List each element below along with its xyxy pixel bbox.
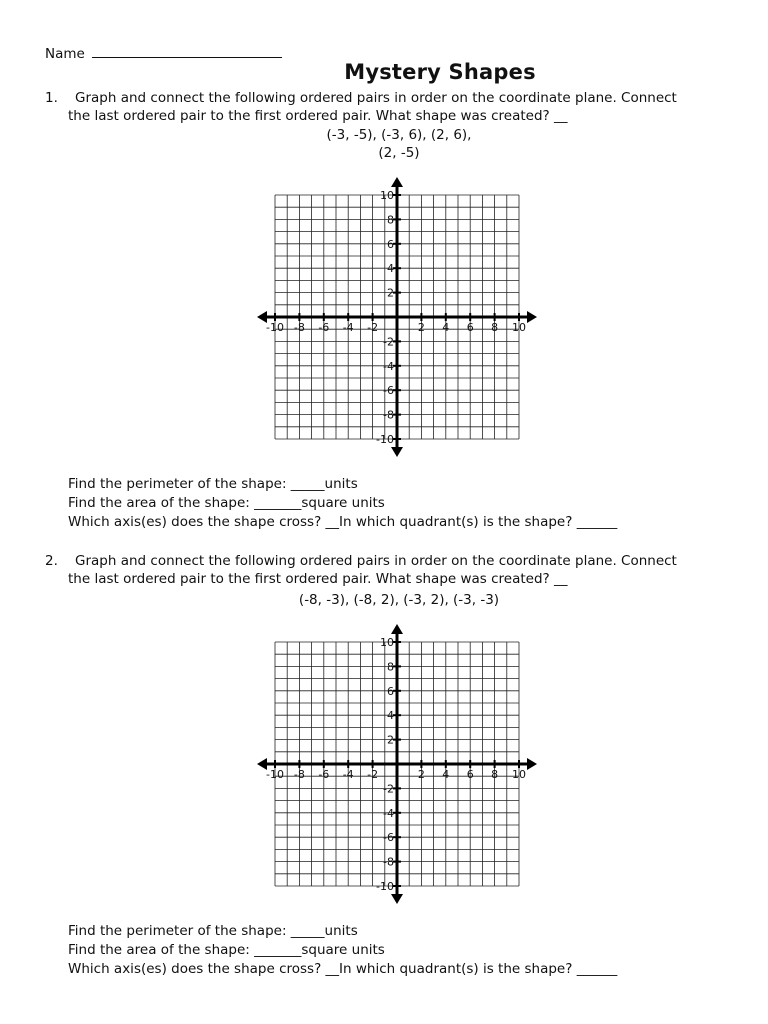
- x-tick-label: 2: [417, 321, 425, 334]
- problem-1-perimeter-question: Find the perimeter of the shape: _____units: [68, 476, 358, 492]
- x-tick-label: -8: [293, 321, 305, 334]
- problem-2-axis-question: Which axis(es) does the shape cross? __In which quadrant(s) is the shape? ______: [68, 961, 618, 977]
- y-axis-down-arrow: [391, 894, 403, 904]
- x-tick-label: -4: [342, 768, 354, 781]
- y-tick-label: 8: [387, 660, 394, 674]
- problem-1-pairs-line2: (2, -5): [378, 145, 420, 161]
- x-tick-label: 6: [466, 768, 474, 781]
- x-tick-label: 4: [442, 768, 450, 781]
- y-tick-label: -2: [383, 335, 394, 349]
- x-tick-label: -2: [367, 768, 379, 781]
- x-tick-label: -8: [293, 768, 305, 781]
- x-axis-right-arrow: [527, 758, 537, 770]
- problem-1-area-question: Find the area of the shape: _______square units: [68, 495, 385, 511]
- y-tick-label: 10: [380, 636, 394, 649]
- problem-2-number: 2.: [45, 553, 58, 569]
- y-axis-up-arrow: [391, 177, 403, 187]
- x-tick-label: 8: [491, 768, 499, 781]
- y-tick-label: -4: [383, 806, 394, 820]
- y-tick-label: 2: [387, 733, 394, 747]
- y-tick-label: -10: [376, 433, 394, 446]
- y-tick-label: -2: [383, 782, 394, 796]
- y-tick-label: -6: [383, 384, 394, 398]
- x-tick-label: 8: [491, 321, 499, 334]
- y-tick-label: 6: [387, 237, 394, 251]
- coordinate-grid-2[interactable]: [255, 622, 540, 912]
- y-tick-label: 8: [387, 213, 394, 227]
- problem-2-instruction-line2: the last ordered pair to the first ordered pair. What shape was created? __: [68, 571, 568, 587]
- problem-2-area-question: Find the area of the shape: _______square units: [68, 942, 385, 958]
- y-tick-label: 4: [387, 262, 394, 276]
- y-tick-label: -6: [383, 831, 394, 845]
- x-axis-right-arrow: [527, 311, 537, 323]
- y-tick-label: 4: [387, 709, 394, 723]
- x-tick-label: -2: [367, 321, 379, 334]
- x-tick-label: -10: [266, 321, 284, 334]
- x-tick-label: -6: [318, 321, 330, 334]
- y-tick-label: 2: [387, 286, 394, 300]
- x-tick-label: -4: [342, 321, 354, 334]
- coordinate-grid-1[interactable]: [255, 175, 540, 465]
- x-tick-label: 10: [512, 768, 526, 781]
- problem-2-pairs-line1: (-8, -3), (-8, 2), (-3, 2), (-3, -3): [298, 592, 500, 608]
- problem-1-axis-question: Which axis(es) does the shape cross? __In which quadrant(s) is the shape? ______: [68, 514, 618, 530]
- page-title: Mystery Shapes: [344, 60, 536, 84]
- x-tick-label: 10: [512, 321, 526, 334]
- y-tick-label: 6: [387, 684, 394, 698]
- y-tick-label: -4: [383, 359, 394, 373]
- y-axis-up-arrow: [391, 624, 403, 634]
- name-label: Name: [45, 46, 85, 62]
- y-tick-label: 10: [380, 189, 394, 202]
- problem-2-perimeter-question: Find the perimeter of the shape: _____units: [68, 923, 358, 939]
- x-tick-label: -6: [318, 768, 330, 781]
- x-tick-label: -10: [266, 768, 284, 781]
- problem-1-number: 1.: [45, 90, 58, 106]
- x-tick-label: 2: [417, 768, 425, 781]
- x-tick-label: 4: [442, 321, 450, 334]
- problem-1-instruction-line1: Graph and connect the following ordered pairs in order on the coordinate plane. Connect: [75, 90, 677, 106]
- y-axis-down-arrow: [391, 447, 403, 457]
- name-input-line[interactable]: [92, 45, 282, 58]
- problem-1-pairs-line1: (-3, -5), (-3, 6), (2, 6),: [326, 127, 472, 143]
- y-tick-label: -8: [383, 855, 394, 869]
- y-tick-label: -10: [376, 880, 394, 893]
- problem-1-instruction-line2: the last ordered pair to the first ordered pair. What shape was created? __: [68, 108, 568, 124]
- problem-2-instruction-line1: Graph and connect the following ordered pairs in order on the coordinate plane. Connect: [75, 553, 677, 569]
- x-tick-label: 6: [466, 321, 474, 334]
- y-tick-label: -8: [383, 408, 394, 422]
